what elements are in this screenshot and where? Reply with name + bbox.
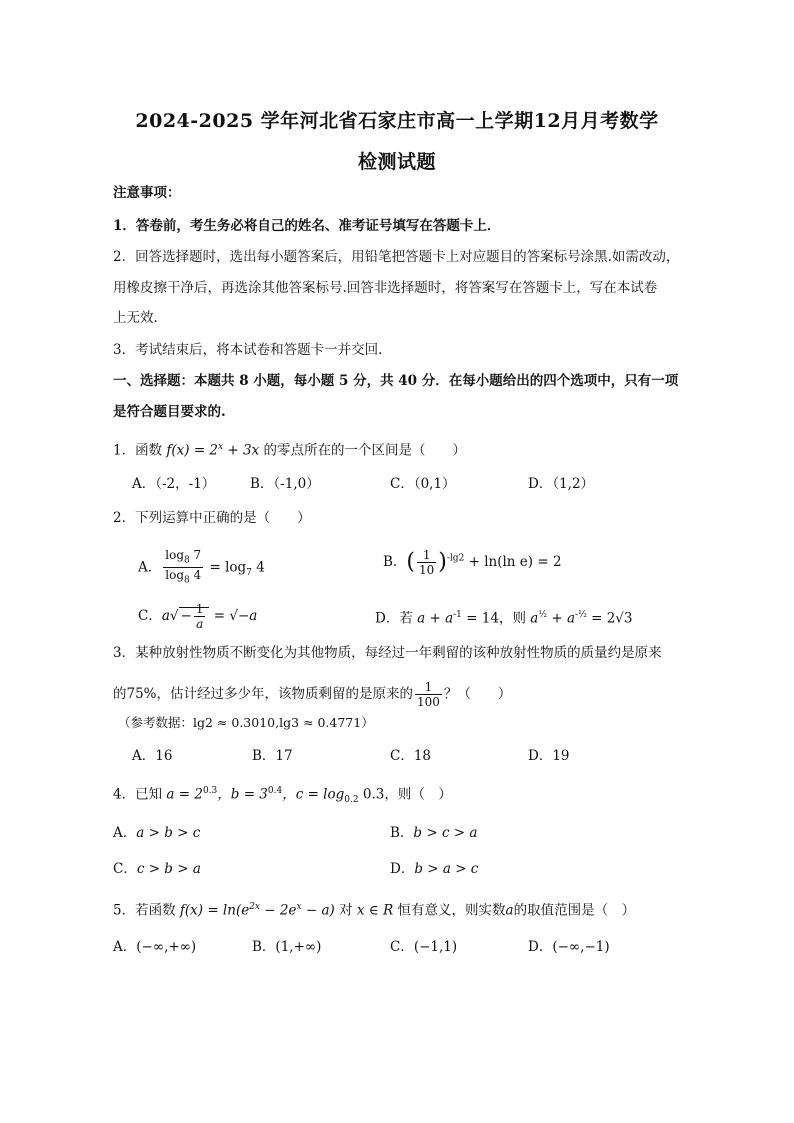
q5-option-b [252,937,321,957]
q2-d-label: D．若 [375,610,418,627]
q3-option-d: D．19 [528,748,570,764]
q2-c-denominator: a [196,617,204,631]
q3-reference-data: （参考数据：lg2 ≈ 0.3010,lg3 ≈ 0.4771） [118,715,374,730]
q1-option-a: A．（-2，-1） [132,476,216,492]
q5-var: a [505,902,514,919]
q4-suffix: ，则（ ） [384,786,452,803]
exam-title: 2024-2025 学年河北省石家庄市高一上学期12月月考数学 [135,110,659,132]
q5-option-c [390,937,457,957]
question-5-stem [113,897,683,921]
q2-b-lparen: ( [406,549,416,575]
q2-d-plus: + a [547,610,576,627]
q4-c-val: 0.3 [358,786,385,803]
q5-c-label: C． [390,939,414,955]
q2-b-rparen: ) [438,549,447,575]
q2-a-rhs-base: 7 [246,568,252,579]
q2-b-exp: -lg2 [446,553,465,564]
q4-d-label: D． [390,861,415,877]
q2-d-cond-rhs: = 14 [461,610,499,627]
q4-c-label: C． [113,861,137,877]
q5-b-expr: (1,+∞) [275,939,322,955]
q4-b-label: B． [390,825,414,841]
q5-c-expr: (−1,1) [413,939,458,955]
q2-a-num-base: 8 [184,555,190,566]
q1-option-d: D．（1,2） [528,476,595,492]
q4-b: ，b = 3 [217,786,268,803]
q2-d-rhs: = 2√3 [586,610,633,627]
q4-c-expr: c > b > a [136,861,201,877]
notice-heading: 注意事项： [113,185,181,201]
q1-suffix: 的零点所在的一个区间是（ ） [259,442,467,459]
q5-exp1: 2x [249,902,261,912]
q1-prefix: 1．函数 [113,442,167,459]
q2-a-num-log: log [165,548,184,562]
q3-option-b: B．17 [252,748,293,764]
q4-a: a = 2 [166,786,203,803]
exam-subtitle: 检测试题 [357,151,436,173]
q4-option-b [390,823,477,843]
q2-d-exp2: -½ [575,610,587,620]
q2-option-c [138,602,257,631]
q2-a-den-val: 4 [189,568,202,583]
q5-suffix1: 对 [334,902,357,919]
q2-d-cond: a + a [417,610,454,627]
q2-a-rhs-val: 4 [251,559,265,576]
q3-line2b: ？（ ） [443,686,512,702]
q5-b-label: B． [252,939,276,955]
q5-d-label: D． [528,939,553,955]
q1-exp: x [218,442,224,452]
section-1-heading: 一、选择题：本题共 8 小题，每小题 5 分，共 40 分．在每小题给出的四个选项中，只有一项 [113,373,679,389]
q5-a-expr: (−∞,+∞) [136,939,197,955]
q5-prefix: 5．若函数 [113,902,180,919]
q4-b-exp: 0.4 [267,786,283,796]
q2-option-b [383,548,562,577]
q2-b-label: B． [383,554,407,570]
q4-d-expr: b > a > c [414,861,479,877]
q5-a-label: A． [113,939,137,955]
q2-d-expr1: a [530,610,539,627]
q5-suffix2: 恒有意义，则实数 [393,902,506,919]
q4-option-a [113,823,200,843]
q2-a-numerator [163,548,203,568]
q4-c-base: 0.2 [344,795,359,806]
q3-option-a: A．16 [132,748,173,764]
q3-line2a: 的75%，估计经过多少年，该物质剩留的是原来的 [113,686,414,702]
q5-option-d [528,937,610,957]
question-3-line-2 [113,680,683,709]
section-1-heading-cont: 是符合题目要求的. [113,404,226,420]
q2-b-numerator: 1 [417,548,436,563]
q5-cond: x ∈ R [356,902,394,919]
question-3-line-1: 3．某种放射性物质不断变化为其他物质，每经过一年剩留的该种放射性物质的质量约是原来 [113,645,662,661]
q2-b-fraction [417,548,436,577]
q2-a-num-val: 7 [189,548,202,562]
q2-d-exp1: ½ [538,610,548,620]
q4-option-c [113,859,201,879]
q2-a-rhs: = log [205,559,247,576]
q2-a-den-log: log [165,568,184,583]
q1-option-c: C．（0,1） [390,476,456,492]
q1-tail: + 3x [223,442,260,459]
q5-d-expr: (−∞,−1) [552,939,610,955]
question-4-stem [113,781,683,810]
q2-a-fraction [163,548,203,588]
q5-mid: − 2e [260,902,297,919]
q4-a-label: A． [113,825,137,841]
q5-func: f(x) = ln(e [179,902,250,919]
notice-item-2b: 用橡皮擦干净后，再选涂其他答案标号.回答非选择题时，将答案写在答题卡上，写在本试卷 [113,280,658,296]
q2-c-label: C． [138,608,162,624]
q2-d-mid: ，则 [498,610,531,627]
question-1-stem [113,437,683,461]
notice-item-1 [113,216,683,236]
q4-prefix: 4．已知 [113,786,167,803]
notice-item-1-text: 1．答卷前，考生务必将自己的姓名、准考证号填写在答题卡上． [113,218,501,234]
q2-option-d [375,605,632,629]
q2-c-sqrt-sign: √ [169,608,179,624]
q5-option-a [113,937,196,957]
q2-d-cond-exp: -1 [453,610,462,620]
q2-c-radicand: − $\frac{1}{a}$ [179,607,210,624]
notice-item-2c: 上无效. [113,310,158,326]
q4-b-expr: b > c > a [413,825,478,841]
q4-c: ，c = log [282,786,345,803]
q2-option-a [138,548,265,588]
q1-func: f(x) = 2 [166,442,219,459]
q2-b-denominator: 10 [419,563,435,577]
q3-fraction [415,680,442,709]
q4-a-expr: a > b > c [136,825,201,841]
q5-tail: − a) [301,902,335,919]
q3-denominator: 100 [417,695,440,709]
q2-c-fraction [194,602,206,631]
q3-option-c: C．18 [390,748,432,764]
question-2-stem: 2．下列运算中正确的是（ ） [113,510,311,526]
q4-option-d [390,859,478,879]
notice-item-3: 3．考试结束后，将本试卷和答题卡一并交回. [113,342,383,358]
q2-c-coef: a [161,608,170,624]
q2-a-den-base: 8 [184,575,190,586]
q2-a-label: A． [138,559,162,576]
q5-suffix3: 的取值范围是（ ） [513,902,636,919]
q4-a-exp: 0.3 [202,786,218,796]
q5-exp2: x [296,902,302,912]
q2-c-numerator: 1 [195,602,204,616]
notice-item-2a: 2．回答选择题时，选出每小题答案后，用铅笔把答题卡上对应题目的答案标号涂黑.如需改动， [113,249,680,265]
q2-a-denominator [163,568,203,587]
q3-numerator: 1 [415,680,442,695]
q1-option-b: B．（-1,0） [250,476,320,492]
q2-b-rhs: + ln(ln e) = 2 [464,554,562,570]
q2-c-rhs: = √−a [209,608,258,624]
